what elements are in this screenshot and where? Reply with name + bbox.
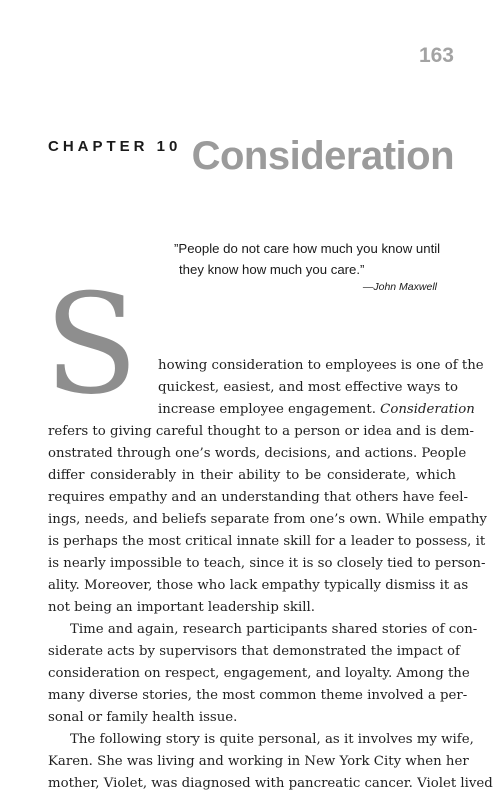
body-line: howing consideration to employees is one of the (158, 358, 484, 373)
chapter-title: Consideration (191, 134, 454, 178)
body-line-with-term (48, 399, 475, 421)
body-line: is nearly impossible to teach, since it is so closely tied to person- (48, 556, 486, 571)
body-line: differ considerably in their ability to be considerate, which (48, 468, 456, 483)
body-line: quickest, easiest, and most effective ways to (158, 380, 458, 395)
body-line: ings, needs, and beliefs separate from one’s own. While empathy (48, 512, 487, 527)
body-line-text: increase employee engagement. (158, 402, 376, 417)
italic-term: Consideration (380, 402, 475, 417)
drop-cap: S (44, 264, 139, 425)
body-line: Karen. She was living and working in New York City when her (48, 754, 469, 769)
body-line: consideration on respect, engagement, and loyalty. Among the (48, 666, 470, 681)
body-line: ality. Moreover, those who lack empathy typically dismiss it as (48, 578, 469, 593)
page-number: 163 (418, 44, 454, 67)
body-line: siderate acts by supervisors that demonstrated the impact of (48, 644, 460, 659)
epigraph-author: —John Maxwell (362, 281, 437, 293)
chapter-label: CHAPTER 10 (48, 138, 182, 155)
body-line: refers to giving careful thought to a person or idea and is dem- (48, 424, 474, 439)
body-line: not being an important leadership skill. (48, 600, 315, 615)
body-line: The following story is quite personal, as it involves my wife, (70, 732, 474, 747)
epigraph-line-1: ”People do not care how much you know until (174, 241, 441, 256)
body-line: mother, Violet, was diagnosed with pancreatic cancer. Violet lived (48, 776, 493, 791)
body-line: Time and again, research participants shared stories of con- (70, 622, 478, 637)
body-text (48, 355, 493, 795)
body-line: many diverse stories, the most common theme involved a per- (48, 688, 468, 703)
body-line: onstrated through one’s words, decisions, and actions. People (48, 446, 467, 461)
body-line: sonal or family health issue. (48, 710, 238, 725)
epigraph-quote (174, 238, 459, 280)
body-line: requires empathy and an understanding that others have feel- (48, 490, 469, 505)
body-line: is perhaps the most critical innate skill for a leader to possess, it (48, 534, 486, 549)
epigraph-line-2: they know how much you care.” (179, 262, 365, 277)
